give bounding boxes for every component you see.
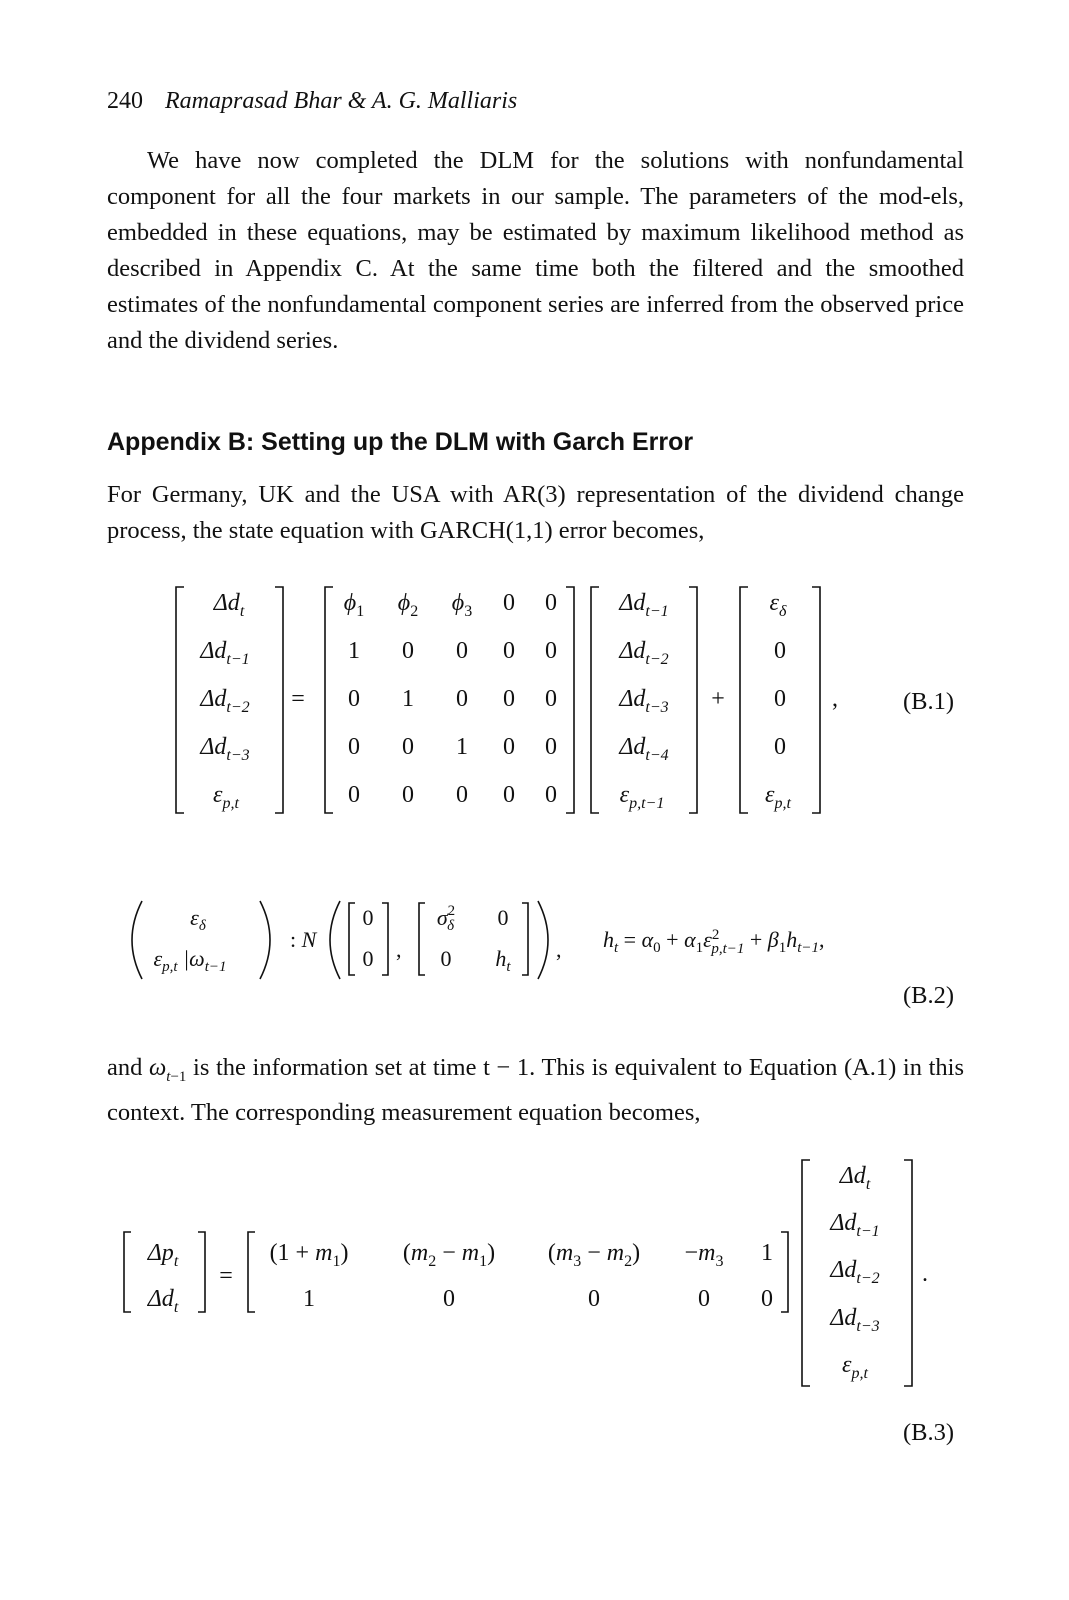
- svg-text:1: 1: [348, 638, 360, 664]
- svg-text:0: 0: [503, 686, 515, 712]
- svg-text:,: ,: [396, 937, 402, 962]
- svg-text:,: ,: [556, 937, 562, 962]
- svg-text:0: 0: [362, 946, 374, 971]
- info-set-paragraph: and $\omega_{t-1}$ is the information set at time t − 1. This is equivalent to Equation (A.1) in this context. The corresponding measurement equation becomes,: [107, 1054, 964, 1126]
- svg-text:εp,t: $\varepsilon_{p,t}$: [213, 782, 239, 812]
- svg-text:0: 0: [774, 686, 786, 712]
- svg-text:Δdt−3: $\Delta d_{t-3}$: [830, 1305, 880, 1335]
- svg-text:,: ,: [832, 686, 838, 712]
- svg-text:Δdt: $\Delta d_t$: [213, 590, 245, 620]
- svg-text:Δpt: $\Delta p_t$: [147, 1240, 179, 1270]
- svg-text:0: 0: [503, 782, 515, 808]
- svg-text:Δdt−2: $\Delta d_{t-2}$: [830, 1257, 880, 1287]
- svg-text:0: 0: [402, 734, 414, 760]
- svg-text:: N: : N: [290, 927, 317, 952]
- svg-text:=: =: [291, 686, 305, 712]
- svg-text:σ2δ: $\sigma^2$ δ: [436, 903, 456, 934]
- svg-text:ht: $h_t$: [495, 946, 511, 975]
- svg-text:ϕ1: $\phi_1$: [343, 590, 365, 620]
- svg-text:0: 0: [503, 638, 515, 664]
- svg-text:ht = α0 + α1ε2p,t−1 + β1ht−1,: $h_t = \alpha_0 + \alpha_1\varepsilon^2$ $p,t-1 + \beta_1h_{t-1}$,: [603, 927, 825, 957]
- svg-text:0: 0: [503, 590, 515, 616]
- section-heading: Appendix B: Setting up the DLM with Garch Error: [107, 428, 694, 456]
- svg-text:εδ: $\varepsilon_\delta$: [190, 905, 206, 934]
- svg-text:εp,t: $\varepsilon_{p,t}$: [842, 1352, 868, 1382]
- svg-text:0: 0: [456, 638, 468, 664]
- svg-text:0: 0: [503, 734, 515, 760]
- running-header: [107, 88, 517, 115]
- equation-label-b2: (B.2): [903, 982, 955, 1009]
- svg-text:εp,t: $\varepsilon_{p,t}$: [765, 782, 791, 812]
- svg-text:εp,t |ωt−1: $\varepsilon_{p,t}$ $|\omega_{t-1}$: [153, 946, 227, 975]
- svg-text:Δdt−3: $\Delta d_{t-3}$: [200, 734, 250, 764]
- intro-paragraph: We have now completed the DLM for the solutions with nonfundamental component for all the four markets in our sample. The parameters of the mod-els, embedded in these equations, may be estimated by maximum likelihood method as described in Appendix C. At the same time both the filtered and the smoothed estimates of the nonfundamental component series are inferred from the observed price and the dividend series.: [107, 147, 964, 354]
- svg-text:1: 1: [761, 1240, 773, 1266]
- svg-text:1: 1: [456, 734, 468, 760]
- svg-text:ϕ2: $\phi_2$: [397, 590, 419, 620]
- svg-text:Δdt: $\Delta d_t$: [147, 1286, 179, 1316]
- svg-text:0: 0: [362, 905, 374, 930]
- svg-text:0: 0: [443, 1286, 455, 1312]
- svg-text:0: 0: [545, 734, 557, 760]
- svg-text:ϕ3: $\phi_3$: [451, 590, 473, 620]
- appendix-paragraph: For Germany, UK and the USA with AR(3) representation of the dividend change process, the state equation with GARCH(1,1) error becomes,: [107, 481, 964, 544]
- svg-text:0: 0: [497, 905, 509, 930]
- page-number: 240: [107, 88, 143, 114]
- svg-text:0: 0: [402, 638, 414, 664]
- equation-label-b3: (B.3): [903, 1419, 955, 1446]
- equation-label-b1: (B.1): [903, 688, 955, 715]
- svg-text:.: .: [922, 1261, 928, 1287]
- svg-text:1: 1: [303, 1286, 315, 1312]
- svg-text:Δdt−1: $\Delta d_{t-1}$: [830, 1210, 880, 1240]
- svg-text:0: 0: [545, 590, 557, 616]
- svg-text:0: 0: [698, 1286, 710, 1312]
- svg-text:0: 0: [348, 782, 360, 808]
- svg-text:Δdt−2: $\Delta d_{t-2}$: [619, 638, 669, 668]
- svg-text:0: 0: [545, 638, 557, 664]
- svg-text:0: 0: [348, 734, 360, 760]
- svg-text:Δdt−4: $\Delta d_{t-4}$: [619, 734, 669, 764]
- svg-text:Δdt−1: $\Delta d_{t-1}$: [200, 638, 250, 668]
- svg-text:Δdt−2: $\Delta d_{t-2}$: [200, 686, 250, 716]
- svg-text:(m3 − m2): $(m_3 - m_2)$: [547, 1240, 641, 1270]
- svg-text:0: 0: [588, 1286, 600, 1312]
- svg-text:0: 0: [402, 782, 414, 808]
- svg-text:0: 0: [774, 638, 786, 664]
- svg-text:1: 1: [402, 686, 414, 712]
- svg-text:εδ: $\varepsilon_\delta$: [769, 590, 787, 620]
- svg-text:+: +: [711, 686, 725, 712]
- svg-text:=: =: [219, 1263, 233, 1289]
- svg-text:0: 0: [456, 782, 468, 808]
- svg-text:0: 0: [545, 686, 557, 712]
- svg-text:(1 + m1): $(1 + m_1)$: [269, 1240, 349, 1270]
- author-names: Ramaprasad Bhar & A. G. Malliaris: [165, 88, 518, 114]
- svg-text:Δdt−1: $\Delta d_{t-1}$: [619, 590, 669, 620]
- svg-text:0: 0: [456, 686, 468, 712]
- svg-text:−m3: $-m_3$: [684, 1240, 724, 1270]
- equation-b3: [0, 1150, 1069, 1400]
- svg-text:0: 0: [348, 686, 360, 712]
- svg-text:0: 0: [440, 946, 452, 971]
- svg-text:0: 0: [761, 1286, 773, 1312]
- svg-text:Δdt: $\Delta d_t$: [839, 1163, 871, 1193]
- svg-text:0: 0: [545, 782, 557, 808]
- svg-text:εp,t−1: $\varepsilon_{p,t-1}$: [619, 782, 665, 812]
- svg-text:(m2 − m1): $(m_2 - m_1)$: [402, 1240, 496, 1270]
- svg-text:Δdt−3: $\Delta d_{t-3}$: [619, 686, 669, 716]
- svg-text:0: 0: [774, 734, 786, 760]
- equation-b2: [0, 895, 1069, 995]
